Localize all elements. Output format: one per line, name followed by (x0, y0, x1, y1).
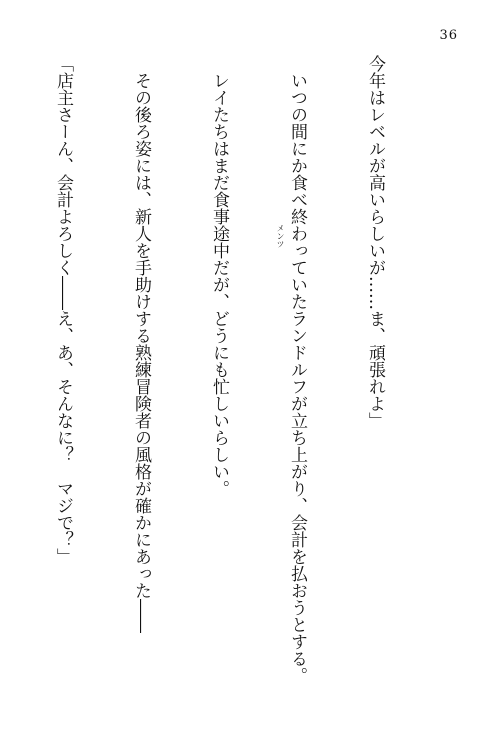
ruby-annotation: メンツ (276, 224, 285, 248)
text-line: いつの間にか食べ終わっていたランドルフが立ち上がり、会計を払おうとする。 (287, 55, 307, 684)
text-line: レイたちはまだ食事途中だが、どうにも忙しいらしい。 (209, 55, 229, 497)
text-line: 今年はレベルが高いらしいが……ま、頑張れよ」 (365, 55, 385, 429)
vertical-text-body (53, 55, 440, 684)
text-line: その後ろ姿には、新人を手助けする熟練冒険者の風格が確かにあった―― (131, 55, 151, 633)
text-line: 「店主さーん、会計よろしく――え、あ、そんなに？ マジで？」 (53, 55, 73, 565)
page-number: 36 (439, 28, 458, 43)
